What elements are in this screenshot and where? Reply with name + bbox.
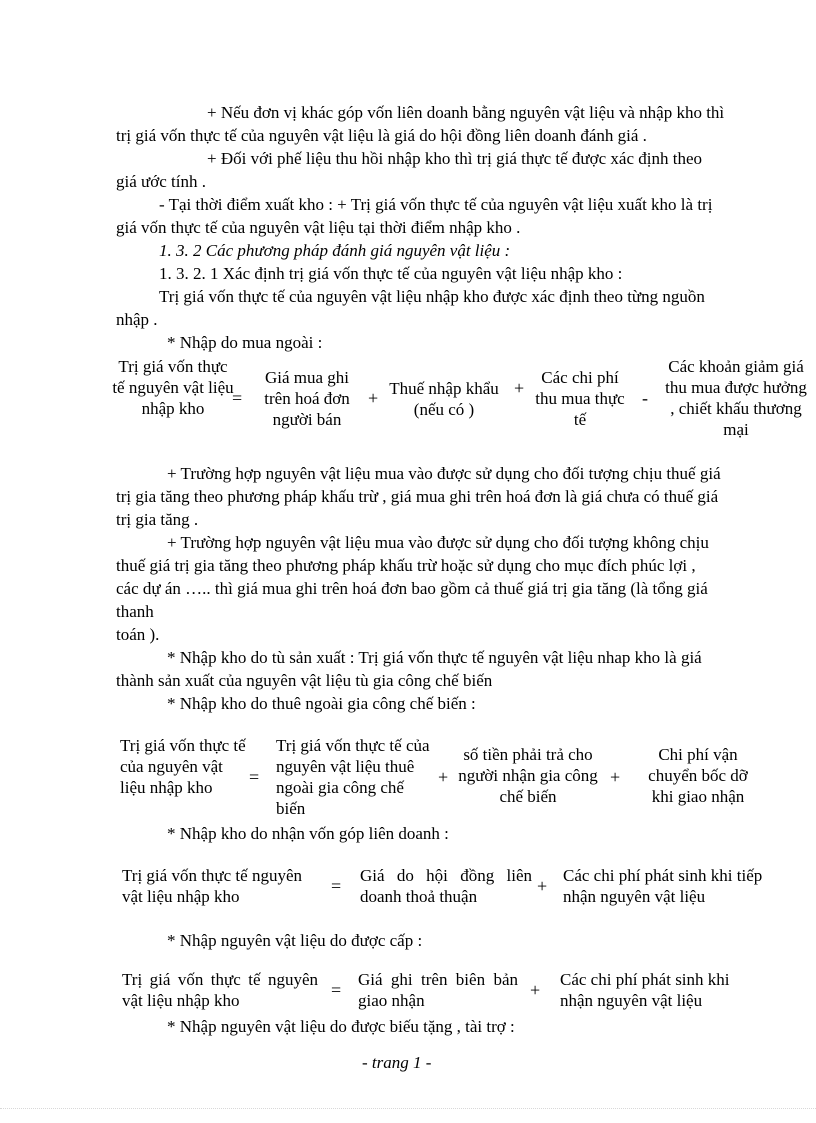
paragraph-line: trị gia tăng . [116, 510, 199, 529]
formula-term: Các khoản giảm giá thu mua được hưởng , chiết khấu thương mại [665, 357, 807, 439]
formula-term: Chi phí vận chuyển bốc dỡ khi giao nhận [648, 745, 748, 806]
page-bottom-divider [0, 1108, 816, 1109]
formula-term: Trị giá vốn thực tế nguyên vật liệu nhập kho [112, 357, 234, 418]
minus-sign: - [642, 388, 648, 408]
plus-sign: + [438, 767, 449, 787]
paragraph-line: nhập . [116, 310, 158, 329]
formula-term: số tiền phải trả cho người nhận gia công chế biến [458, 745, 598, 806]
equals-sign: = [249, 767, 260, 787]
paragraph-line: + Trường hợp nguyên vật liệu mua vào được sử dụng cho đối tượng không chịu [167, 533, 709, 552]
paragraph-line: trị gia tăng theo phương pháp khấu trừ , giá mua ghi trên hoá đơn là giá chưa có thuế giá [116, 487, 719, 506]
plus-sign: + [610, 767, 621, 787]
page-number: - trang 1 - [362, 1053, 432, 1072]
paragraph-line: + Nếu đơn vị khác góp vốn liên doanh bằng nguyên vật liệu và nhập kho thì [207, 103, 725, 122]
paragraph-line: trị giá vốn thực tế của nguyên vật liệu là giá do hội đồng liên doanh đánh giá . [116, 126, 647, 145]
formula-term: Các chi phí thu mua thực tế [535, 368, 625, 429]
formula-term: Trị giá vốn thực tế của nguyên vật liệu thuê ngoài gia công chế biến [276, 736, 430, 818]
paragraph-line: + Trường hợp nguyên vật liệu mua vào được sử dụng cho đối tượng chịu thuế giá [167, 464, 721, 483]
plus-sign: + [530, 980, 541, 1000]
paragraph-line: các dự án ….. thì giá mua ghi trên hoá đơn bao gồm cả thuế giá trị gia tăng (là tổng giá [116, 579, 708, 598]
paragraph-line: thành sản xuất của nguyên vật liệu tù gia công chế biến [116, 671, 493, 690]
paragraph-line: thanh [116, 602, 154, 621]
paragraph-line: * Nhập do mua ngoài : [167, 333, 323, 352]
paragraph-line: * Nhập kho do thuê ngoài gia công chế biến : [167, 694, 476, 713]
formula-term: Thuế nhập khẩu (nếu có ) [389, 379, 499, 419]
paragraph-line: thuế giá trị gia tăng theo phương pháp khấu trừ hoặc sử dụng cho mục đích phúc lợi , [116, 556, 696, 575]
equals-sign: = [331, 876, 342, 896]
plus-sign: + [368, 388, 379, 408]
paragraph-line: - Tại thời điểm xuất kho : + Trị giá vốn thực tế của nguyên vật liệu xuất kho là trị [159, 195, 713, 214]
paragraph-line: * Nhập nguyên vật liệu do được biếu tặng , tài trợ : [167, 1017, 515, 1036]
formula-term: Giá mua ghi trên hoá đơn người bán [264, 368, 350, 429]
paragraph-line: toán ). [116, 625, 160, 644]
formula-term: Trị giá vốn thực tế của nguyên vật liệu nhập kho [120, 736, 246, 797]
paragraph-line: * Nhập kho do nhận vốn góp liên doanh : [167, 824, 449, 843]
formula-term: Giá ghi trên biên bản giao nhận [358, 970, 518, 1010]
plus-sign: + [537, 876, 548, 896]
plus-sign: + [514, 378, 525, 398]
paragraph-line: Trị giá vốn thực tế của nguyên vật liệu nhập kho được xác định theo từng nguồn [159, 287, 705, 306]
paragraph-line: giá ước tính . [116, 172, 206, 191]
paragraph-line: * Nhập kho do tù sản xuất : Trị giá vốn thực tế nguyên vật liệu nhap kho là giá [167, 648, 702, 667]
formula-term: Trị giá vốn thực tế nguyên vật liệu nhập kho [122, 970, 318, 1010]
paragraph-line: + Đối với phế liệu thu hồi nhập kho thì trị giá thực tế được xác định theo [207, 149, 702, 168]
equals-sign: = [331, 980, 342, 1000]
section-heading: 1. 3. 2 Các phương pháp đánh giá nguyên vật liệu : [159, 241, 511, 260]
formula-term: Các chi phí phát sinh khi tiếp nhận nguyên vật liệu [563, 866, 763, 906]
equals-sign: = [232, 388, 243, 408]
formula-term: Trị giá vốn thực tế nguyên vật liệu nhập kho [122, 866, 302, 906]
paragraph-line: giá vốn thực tế của nguyên vật liệu tại thời điểm nhập kho . [116, 218, 521, 237]
formula-term: Các chi phí phát sinh khi nhận nguyên vật liệu [560, 970, 730, 1010]
subsection-heading: 1. 3. 2. 1 Xác định trị giá vốn thực tế của nguyên vật liệu nhập kho : [159, 264, 623, 283]
formula-term: Giá do hội đồng liên doanh thoả thuận [360, 866, 532, 906]
paragraph-line: * Nhập nguyên vật liệu do được cấp : [167, 931, 423, 950]
